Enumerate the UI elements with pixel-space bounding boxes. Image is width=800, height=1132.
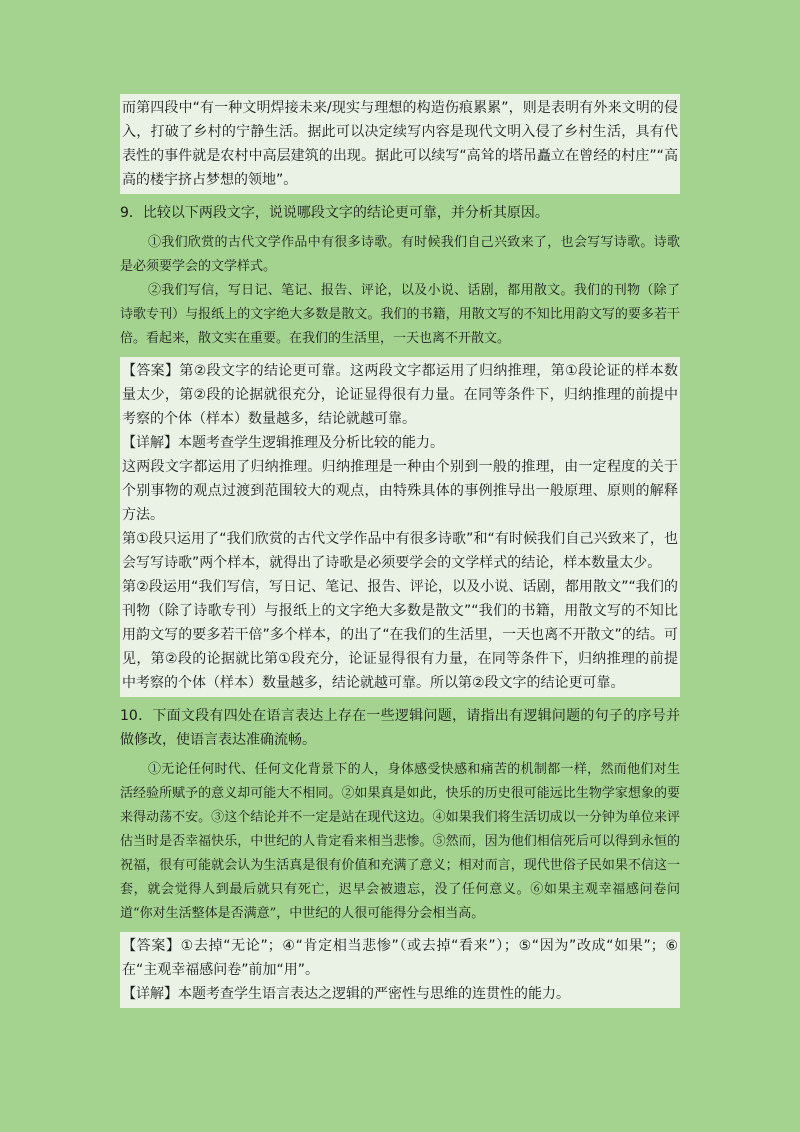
detail-title: 【详解】本题考查学生逻辑推理及分析比较的能力。 <box>122 435 444 451</box>
analysis-text: 而第四段中“有一种文明焊接未来/现实与理想的构造伤痕累累”，则是表明有外来文明的侵入，打破了乡村的宁静生活。据此可以决定续写内容是现代文明入侵了乡村生活，具有代表性的事件就是农村中高层建筑的出现。据此可以续写“高耸的塔吊矗立在曾经的村庄”“高高的楼宇挤占梦想的领地”。 <box>122 100 678 188</box>
detail-paragraph-3: 第②段运用“我们写信，写日记、笔记、报告、评论，以及小说、话剧，都用散文”“我们的刊物（除了诗歌专刊）与报纸上的文字绝大多数是散文”“我们的书籍，用散文写的不知比用韵文写的要多若干倍”多个样本，的出了“在我们的生活里，一天也离不开散文”的结。可见，第②段的论据就比第①段充分，论证显得很有力量，在同等条件下，归纳推理的前提中考察的个体（样本）数量越多，结论就越可靠。所以第②段文字的结论更可靠。 <box>122 579 678 691</box>
question-10: 10．下面文段有四处在语言表达上存在一些逻辑问题，请指出有逻辑问题的句子的序号并做修改，使语言表达准确流畅。 <box>120 708 680 748</box>
question-10-passage <box>120 758 680 926</box>
detail-paragraph-1: 这两段文字都运用了归纳推理。归纳推理是一种由个别到一般的推理，由一定程度的关于个别事物的观点过渡到范围较大的观点，由特殊具体的事例推导出一般原理、原则的解释方法。 <box>122 459 678 523</box>
question-9: 9．比较以下两段文字，说说哪段文字的结论更可靠，并分析其原因。 <box>120 205 549 221</box>
question-9-passage <box>120 231 680 351</box>
answer-text: 【答案】①去掉“无论”；④“肯定相当悲惨”（或去掉“看来”）；⑤“因为”改成“如果”；⑥在“主观幸福感问卷”前加“用”。 <box>122 938 678 978</box>
detail-title: 【详解】本题考查学生语言表达之逻辑的严密性与思维的连贯性的能力。 <box>122 986 570 1002</box>
detail-paragraph-2: 第①段只运用了“我们欣赏的古代文学作品中有很多诗歌”和“有时候我们自己兴致来了，也会写写诗歌”两个样本，就得出了诗歌是必须要学会的文学样式的结论，样本数量太少。 <box>122 531 678 571</box>
passage-paragraph-2: ②我们写信，写日记、笔记、报告、评论，以及小说、话剧，都用散文。我们的刊物（除了诗歌专刊）与报纸上的文字绝大多数是散文。我们的书籍，用散文写的不知比用韵文写的要多若干倍。看起来，散文实在重要。在我们的生活里，一天也离不开散文。 <box>120 283 680 346</box>
document-page <box>120 94 680 1008</box>
passage-paragraph-1: ①我们欣赏的古代文学作品中有很多诗歌。有时候我们自己兴致来了，也会写写诗歌。诗歌是必须要学会的文学样式。 <box>120 235 680 274</box>
answer-block-top <box>120 94 680 194</box>
passage-paragraph: ①无论任何时代、任何文化背景下的人，身体感受快感和痛苦的机制都一样，然而他们对生活经验所赋予的意义却可能大不相同。②如果真是如此，快乐的历史很可能远比生物学家想象的要来得动荡不安。③这个结论并不一定是站在现代这边。④如果我们将生活切成以一分钟为单位来评估当时是否幸福快乐，中世纪的人肯定看来相当悲惨。⑤然而，因为他们相信死后可以得到永恒的祝福，很有可能就会认为生活真是很有价值和充满了意义；相对而言，现代世俗子民如果不信这一套，就会觉得人到最后就只有死亡，迟早会被遗忘，没了任何意义。⑥如果主观幸福感问卷问道“你对生活整体是否满意”，中世纪的人很可能得分会相当高。 <box>120 762 680 921</box>
answer-block-9 <box>120 357 680 697</box>
answer-block-10 <box>120 932 680 1008</box>
answer-text: 【答案】第②段文字的结论更可靠。这两段文字都运用了归纳推理，第①段论证的样本数量太少，第②段的论据就很充分，论证显得很有力量。在同等条件下，归纳推理的前提中考察的个体（样本）数量越多，结论就越可靠。 <box>122 363 678 427</box>
